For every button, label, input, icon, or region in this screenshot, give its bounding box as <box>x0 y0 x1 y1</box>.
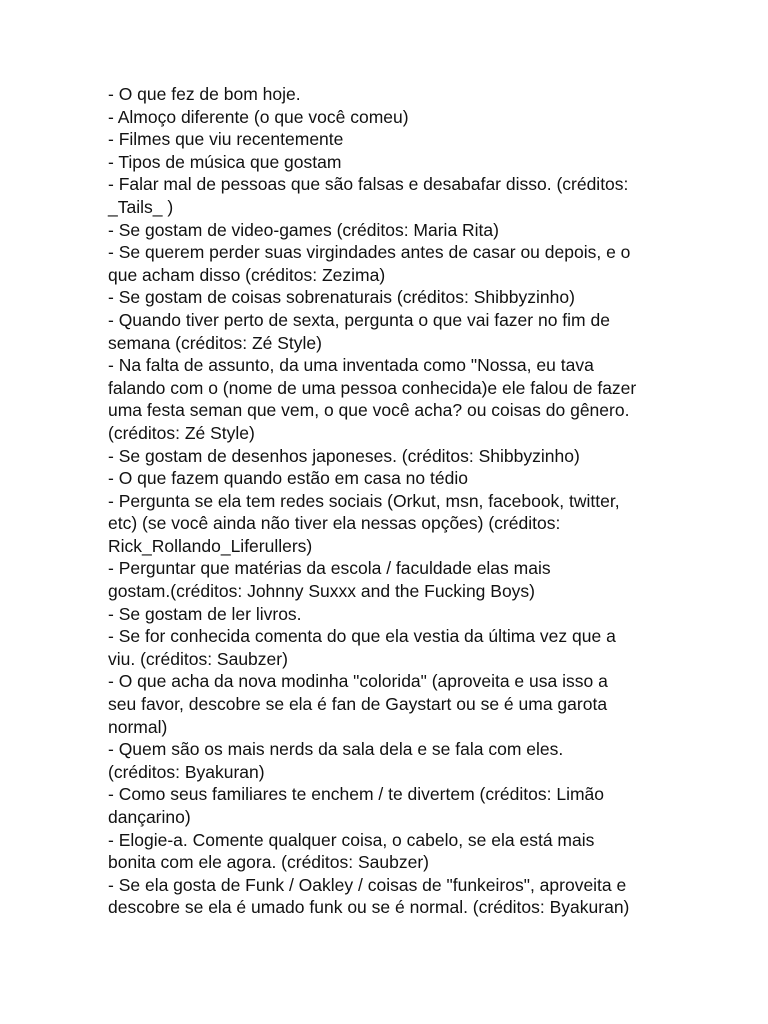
list-item-line: que acham disso (créditos: Zezima) <box>108 264 386 285</box>
list-item-line: - Se ela gosta de Funk / Oakley / coisas de "funkeiros", aproveita e <box>108 874 627 895</box>
list-item-line: - Se gostam de coisas sobrenaturais (créditos: Shibbyzinho) <box>108 287 575 308</box>
list-item-line: - Tipos de música que gostam <box>108 151 342 172</box>
list-item-line: _Tails_ ) <box>108 196 174 217</box>
list-item-line: (créditos: Byakuran) <box>108 761 265 782</box>
list-item <box>108 874 668 919</box>
list-item <box>108 603 668 626</box>
list-item-line: uma festa seman que vem, o que você acha? ou coisas do gênero. <box>108 400 630 421</box>
list-item <box>108 219 668 242</box>
list-item <box>108 738 668 783</box>
document-page <box>108 83 668 919</box>
topic-list <box>108 83 668 919</box>
list-item-line: Rick_Rollando_Liferullers) <box>108 535 313 556</box>
list-item-line: - O que acha da nova modinha "colorida" (aproveita e usa isso a <box>108 671 608 692</box>
list-item-line: - Almoço diferente (o que você comeu) <box>108 106 409 127</box>
list-item <box>108 151 668 174</box>
list-item-line: semana (créditos: Zé Style) <box>108 332 322 353</box>
list-item-line: - Filmes que viu recentemente <box>108 129 344 150</box>
list-item <box>108 467 668 490</box>
list-item-line: - Pergunta se ela tem redes sociais (Orkut, msn, facebook, twitter, <box>108 490 620 511</box>
list-item <box>108 309 668 354</box>
list-item-line: normal) <box>108 716 168 737</box>
list-item-line: - Se for conhecida comenta do que ela vestia da última vez que a <box>108 626 616 647</box>
list-item-line: gostam.(créditos: Johnny Suxxx and the Fucking Boys) <box>108 581 536 602</box>
list-item <box>108 829 668 874</box>
list-item-line: - Elogie-a. Comente qualquer coisa, o cabelo, se ela está mais <box>108 829 595 850</box>
list-item-line: - Se gostam de ler livros. <box>108 603 302 624</box>
list-item-line: dançarino) <box>108 807 191 827</box>
list-item <box>108 490 668 558</box>
list-item-line: - Se querem perder suas virgindades antes de casar ou depois, e o <box>108 242 631 263</box>
list-item <box>108 783 668 828</box>
list-item <box>108 128 668 151</box>
list-item <box>108 557 668 602</box>
list-item-line: - Falar mal de pessoas que são falsas e desabafar disso. (créditos: <box>108 174 629 195</box>
list-item <box>108 286 668 309</box>
list-item-line: - Na falta de assunto, da uma inventada como "Nossa, eu tava <box>108 355 594 376</box>
list-item <box>108 445 668 468</box>
list-item-line: etc) (se você ainda não tiver ela nessas opções) (créditos: <box>108 513 561 534</box>
list-item-line: - Se gostam de video-games (créditos: Maria Rita) <box>108 219 499 240</box>
list-item <box>108 241 668 286</box>
list-item <box>108 625 668 670</box>
list-item-line: viu. (créditos: Saubzer) <box>108 648 288 669</box>
list-item-line: - O que fez de bom hoje. <box>108 84 301 104</box>
list-item-line: - Quando tiver perto de sexta, pergunta o que vai fazer no fim de <box>108 309 610 330</box>
list-item-line: - Se gostam de desenhos japoneses. (créditos: Shibbyzinho) <box>108 445 580 466</box>
list-item-line: - Como seus familiares te enchem / te divertem (créditos: Limão <box>108 784 605 805</box>
list-item-line: falando com o (nome de uma pessoa conhecida)e ele falou de fazer <box>108 377 637 398</box>
list-item <box>108 83 668 106</box>
list-item <box>108 670 668 738</box>
list-item-line: (créditos: Zé Style) <box>108 422 255 443</box>
list-item <box>108 106 668 129</box>
list-item-line: - O que fazem quando estão em casa no tédio <box>108 468 468 489</box>
list-item-line: bonita com ele agora. (créditos: Saubzer) <box>108 852 429 873</box>
list-item-line: descobre se ela é umado funk ou se é normal. (créditos: Byakuran) <box>108 897 630 918</box>
list-item <box>108 173 668 218</box>
list-item <box>108 354 668 444</box>
list-item-line: - Quem são os mais nerds da sala dela e se fala com eles. <box>108 739 564 760</box>
list-item-line: - Perguntar que matérias da escola / faculdade elas mais <box>108 558 551 579</box>
list-item-line: seu favor, descobre se ela é fan de Gaystart ou se é uma garota <box>108 694 608 715</box>
